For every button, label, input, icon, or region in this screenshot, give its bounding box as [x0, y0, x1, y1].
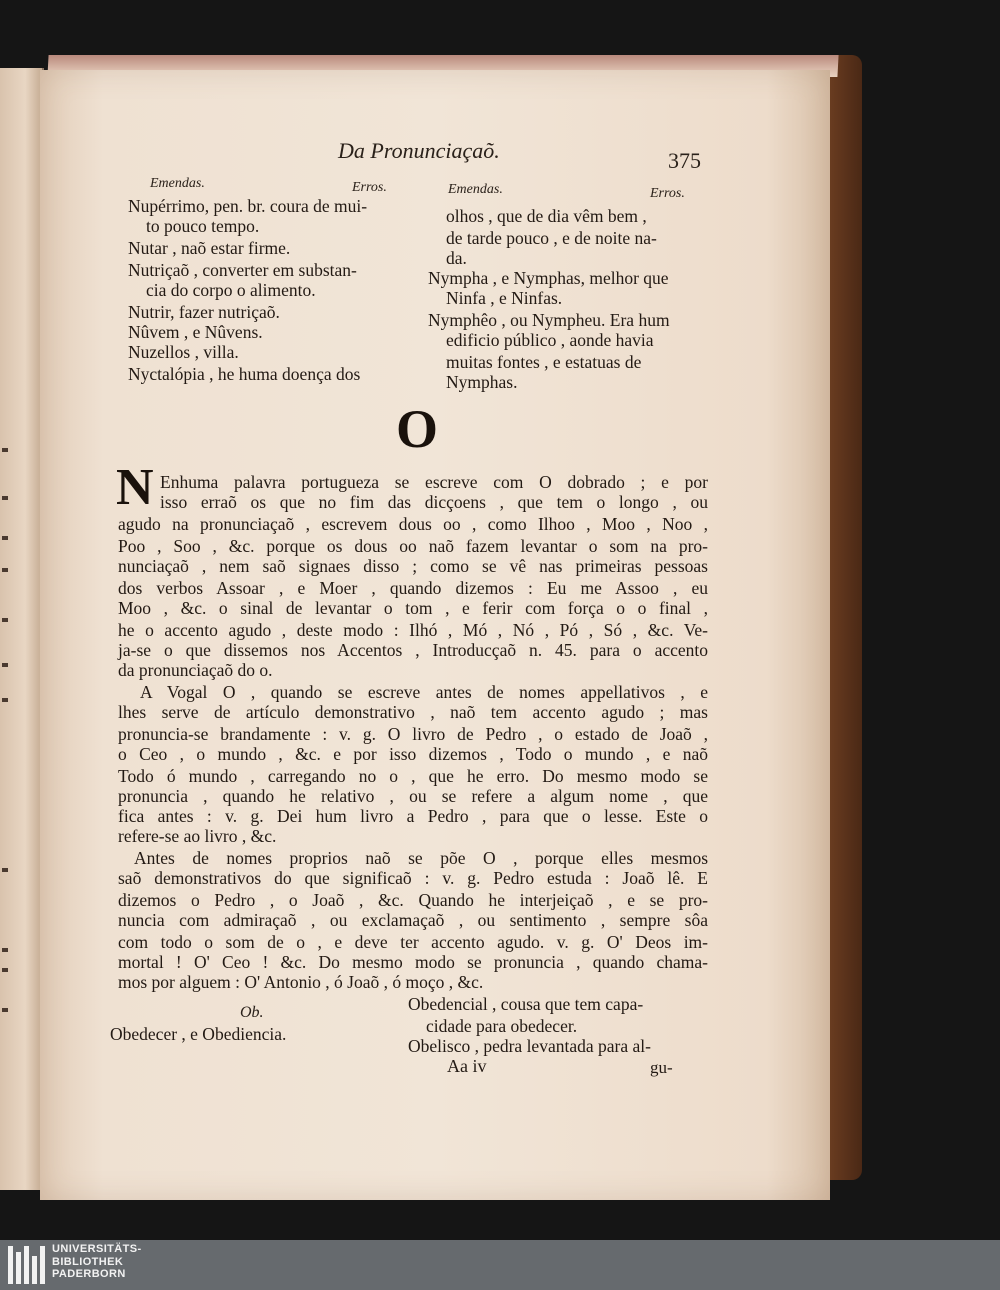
body-line: lhes serve de artículo demonstrativo , naõ tem accento agudo ; mas	[118, 702, 708, 722]
glossary-line: da.	[446, 248, 467, 268]
glossary-line: Nyctalópia , he huma doença dos	[128, 364, 361, 384]
glossary-line: Nuzellos , villa.	[128, 342, 239, 362]
ob-subheading: Ob.	[240, 1004, 264, 1021]
glossary-line: muitas fontes , e estatuas de	[446, 352, 642, 372]
glossary-line: edificio público , aonde havia	[446, 330, 654, 350]
body-line: fica antes : v. g. Dei hum livro a Pedro , para que o lesse. Este o	[118, 806, 708, 826]
catchword: gu-	[650, 1058, 673, 1077]
page-number: 375	[668, 148, 701, 173]
body-line: refere-se ao livro , &c.	[118, 826, 277, 846]
body-line: Todo ó mundo , carregando no o , que he erro. Do mesmo modo se	[118, 766, 708, 786]
left-column-heading-erros: Erros.	[352, 180, 387, 195]
glossary-line: cia do corpo o alimento.	[146, 280, 316, 300]
section-letter-heading: O	[396, 399, 439, 459]
library-logo-icon	[8, 1246, 46, 1284]
glossary-line: Obelisco , pedra levantada para al-	[408, 1036, 651, 1056]
library-name	[52, 1243, 142, 1281]
library-name-line: BIBLIOTHEK	[52, 1255, 124, 1268]
body-line: saõ demonstrativos do que significaõ : v. g. Pedro estuda : Joaõ lê. E	[118, 868, 708, 888]
glossary-line: Ninfa , e Ninfas.	[446, 288, 563, 308]
body-line: mos por alguem : O' Antonio , ó Joaõ , ó moço , &c.	[118, 972, 484, 992]
library-footer-bar	[0, 1240, 1000, 1290]
library-name-line: UNIVERSITÄTS-	[52, 1243, 142, 1255]
glossary-line: Nympha , e Nymphas, melhor que	[428, 268, 669, 288]
body-line: com todo o som de o , e deve ter accento agudo. v. g. O' Deos im-	[118, 932, 708, 952]
running-head: Da Pronunciaçaõ.	[338, 138, 500, 163]
glossary-line: Nupérrimo, pen. br. coura de mui-	[128, 196, 368, 216]
body-line: Enhuma palavra portugueza se escreve com O dobrado ; e por	[160, 472, 708, 492]
glossary-line: Nymphêo , ou Nympheu. Era hum	[428, 310, 670, 330]
glossary-line: Nutar , naõ estar firme.	[128, 238, 291, 258]
glossary-line: Nutrir, fazer nutriçaõ.	[128, 302, 280, 322]
right-column-heading-erros: Erros.	[650, 186, 685, 201]
body-line: Antes de nomes proprios naõ se põe O , porque elles mesmos	[134, 848, 708, 868]
body-line: o Ceo , o mundo , &c. e por isso dizemos , Todo o mundo , e naõ	[118, 744, 708, 764]
right-column-heading-emendas: Emendas.	[448, 182, 503, 197]
glossary-line: Nymphas.	[446, 372, 518, 392]
body-line: A Vogal O , quando se escreve antes de nomes appellativos , e	[140, 682, 708, 702]
glossary-line: de tarde pouco , e de noite na-	[446, 228, 657, 248]
left-column-heading-emendas: Emendas.	[150, 176, 205, 191]
body-line: mortal ! O' Ceo ! &c. Do mesmo modo se pronuncia , quando chama-	[118, 952, 708, 972]
body-line: pronuncia , quando he relativo , ou se refere a algum nome , que	[118, 786, 708, 806]
body-line: Poo , Soo , &c. porque os dous oo naõ fazem levantar o som na pro-	[118, 536, 708, 556]
body-line: ja-se o que dissemos nos Accentos , Introducçaõ n. 45. para o accento	[118, 640, 708, 660]
body-line: isso erraõ os que no fim das dicçoens , que tem o longo , ou	[160, 492, 708, 512]
body-line: nunciaçaõ , nem saõ signaes disso ; como se vê nas primeiras pessoas	[118, 556, 708, 576]
facing-page-marks	[2, 448, 22, 1048]
glossary-line: Obedecer , e Obediencia.	[110, 1024, 287, 1044]
glossary-line: Nûvem , e Nûvens.	[128, 322, 263, 342]
glossary-line: Obedencial , cousa que tem capa-	[408, 994, 644, 1014]
glossary-line: to pouco tempo.	[146, 216, 260, 236]
body-line: dizemos o Pedro , o Joaõ , &c. Quando he interjeiçaõ , e se pro-	[118, 890, 708, 910]
glossary-line: cidade para obedecer.	[426, 1016, 578, 1036]
facing-page-edge	[0, 68, 44, 1190]
body-line: da pronunciaçaõ do o.	[118, 660, 273, 680]
signature-mark: Aa iv	[447, 1056, 487, 1076]
glossary-line: Nutriçaõ , converter em substan-	[128, 260, 357, 280]
body-line: Moo , &c. o sinal de levantar o tom , e ferir com força o o final ,	[118, 598, 708, 618]
drop-cap: N	[116, 459, 154, 516]
body-line: nuncia com admiraçaõ , ou exclamaçaõ , ou sentimento , sempre sôa	[118, 910, 708, 930]
body-line: agudo na pronunciaçaõ , escrevem dous oo , como Ilhoo , Moo , Noo ,	[118, 514, 708, 534]
body-line: dos verbos Assoar , e Moer , quando dizemos : Eu me Assoo , eu	[118, 578, 708, 598]
body-line: he o accento agudo , deste modo : Ilhó , Mó , Nó , Pó , Só , &c. Ve-	[118, 620, 708, 640]
library-name-line: PADERBORN	[52, 1268, 126, 1280]
body-line: pronuncia-se brandamente : v. g. O livro de Pedro , o estado de Joaõ ,	[118, 724, 708, 744]
glossary-line: olhos , que de dia vêm bem ,	[446, 206, 647, 226]
